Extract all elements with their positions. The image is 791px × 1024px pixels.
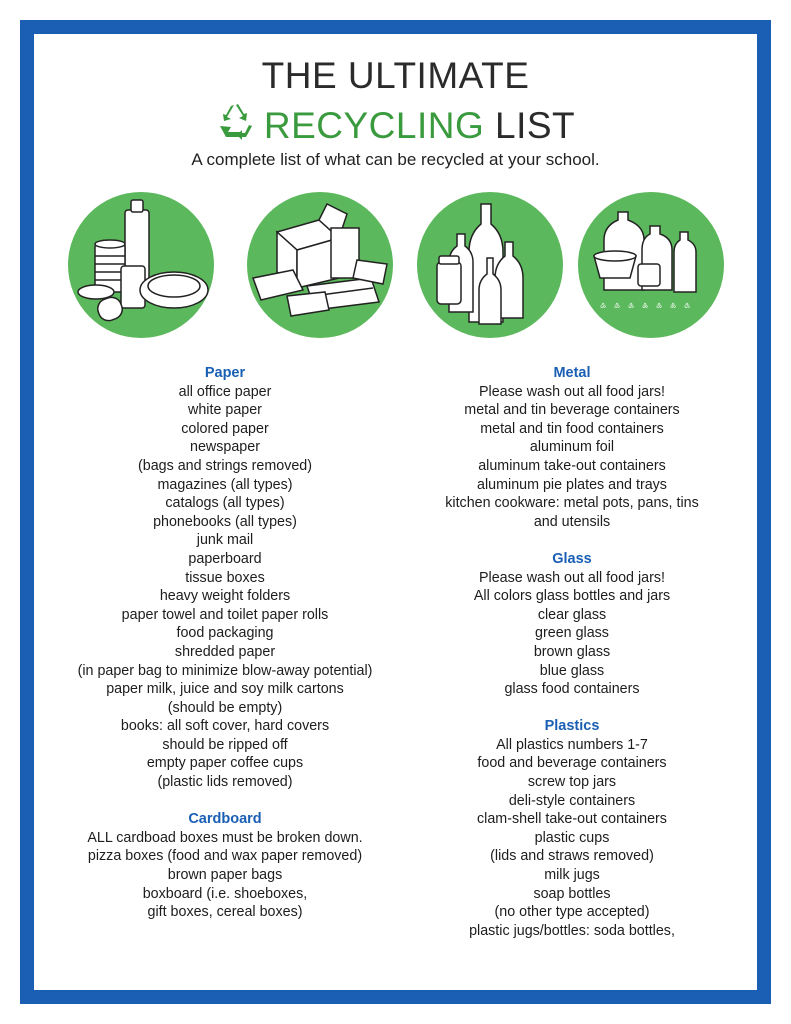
list-item: magazines (all types) — [157, 476, 293, 493]
section-heading-cardboard: Cardboard — [188, 811, 262, 828]
svg-text:♴: ♴ — [614, 302, 621, 310]
svg-text:♳: ♳ — [600, 302, 607, 310]
list-item: all office paper — [178, 383, 272, 400]
list-item: clear glass — [537, 606, 607, 623]
list-item: junk mail — [196, 532, 254, 549]
glass-bottles-icon — [417, 192, 563, 338]
list-item: aluminum pie plates and trays — [477, 476, 667, 493]
list-item: Please wash out all food jars! — [479, 383, 665, 400]
title-rest-word: LIST — [495, 105, 576, 146]
list-item: clam-shell take-out containers — [477, 811, 667, 828]
section-heading-glass: Glass — [552, 550, 592, 567]
list-item: kitchen cookware: metal pots, pans, tins — [445, 495, 699, 512]
list-item: books: all soft cover, hard covers — [120, 718, 330, 735]
list-item: catalogs (all types) — [165, 495, 285, 512]
list-item: heavy weight folders — [159, 588, 291, 605]
list-item: aluminum foil — [529, 439, 615, 456]
list-item: brown glass — [533, 643, 611, 660]
list-item: newspaper — [190, 439, 260, 456]
list-item: phonebooks (all types) — [153, 513, 297, 530]
list-item: All colors glass bottles and jars — [473, 588, 671, 605]
list-item: boxboard (i.e. shoeboxes, — [142, 885, 308, 902]
list-item: ALL cardboad boxes must be broken down. — [87, 829, 363, 846]
svg-text:♸: ♸ — [670, 302, 677, 310]
list-item: tissue boxes — [185, 569, 265, 586]
list-item: plastic cups — [534, 829, 610, 846]
title-line-1: THE ULTIMATE — [261, 55, 530, 96]
list-item: (in paper bag to minimize blow-away potential) — [77, 662, 373, 679]
svg-text:♹: ♹ — [684, 302, 691, 310]
metal-cans-icon — [68, 192, 214, 338]
list-item: green glass — [535, 625, 609, 642]
list-item: metal and tin food containers — [480, 420, 664, 437]
list-item: (no other type accepted) — [494, 904, 650, 921]
list-item: soap bottles — [533, 885, 611, 902]
section-heading-metal: Metal — [553, 365, 591, 381]
list-item: (bags and strings removed) — [137, 457, 313, 474]
list-item: paper milk, juice and soy milk cartons — [106, 681, 344, 698]
paper-boxes-icon — [247, 192, 393, 338]
list-item: and utensils — [533, 513, 611, 530]
section-heading-paper: Paper — [204, 365, 246, 381]
list-item: food and beverage containers — [477, 755, 667, 772]
list-item: aluminum take-out containers — [478, 457, 666, 474]
list-item: plastic jugs/bottles: soda bottles, — [469, 922, 675, 939]
list-item: (lids and straws removed) — [490, 848, 654, 865]
subtitle: A complete list of what can be recycled at your school. — [191, 150, 600, 169]
left-column — [55, 364, 395, 922]
section-heading-plastics: Plastics — [544, 718, 600, 735]
list-item: All plastics numbers 1-7 — [496, 736, 648, 753]
svg-text:♶: ♶ — [642, 302, 649, 310]
right-column — [402, 364, 742, 940]
list-item: white paper — [188, 402, 262, 419]
title-line-2 — [0, 102, 791, 147]
list-item: glass food containers — [504, 681, 640, 698]
svg-text:♷: ♷ — [656, 302, 663, 310]
section-spacer — [402, 699, 742, 718]
recycle-icon — [216, 102, 256, 142]
plastic-containers-icon — [578, 192, 724, 338]
section-spacer — [402, 531, 742, 550]
list-item: brown paper bags — [167, 867, 283, 884]
list-item: milk jugs — [544, 867, 600, 884]
list-item: (should be empty) — [167, 699, 283, 716]
list-item: shredded paper — [174, 643, 276, 660]
list-item: Please wash out all food jars! — [479, 569, 665, 586]
section-spacer — [55, 792, 395, 811]
list-item: pizza boxes (food and wax paper removed) — [87, 848, 363, 865]
list-item: gift boxes, cereal boxes) — [147, 904, 303, 921]
title-green-word: RECYCLING — [263, 105, 485, 146]
list-item: screw top jars — [527, 774, 617, 791]
list-item: blue glass — [539, 662, 605, 679]
list-item: food packaging — [176, 625, 274, 642]
list-item: paper towel and toilet paper rolls — [121, 606, 329, 623]
list-item: empty paper coffee cups — [146, 755, 304, 772]
list-item: paperboard — [188, 550, 262, 567]
list-item: deli-style containers — [508, 792, 636, 809]
list-item: should be ripped off — [162, 736, 288, 753]
list-item: metal and tin beverage containers — [464, 402, 680, 419]
list-item: colored paper — [181, 420, 269, 437]
svg-text:♵: ♵ — [628, 302, 635, 310]
list-item: (plastic lids removed) — [157, 774, 293, 791]
